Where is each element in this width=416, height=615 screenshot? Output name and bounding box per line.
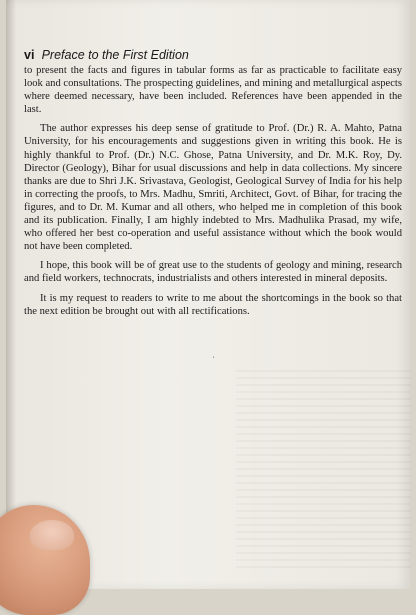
thumbnail-highlight — [30, 520, 74, 550]
show-through-text — [236, 370, 411, 570]
page-header — [24, 48, 189, 63]
preface-body — [24, 64, 402, 324]
stray-mark: ˌ — [212, 348, 215, 358]
book-page — [6, 0, 410, 589]
paragraph-3: I hope, this book will be of great use to the students of geology and mining, research and field workers, technocrats, industrialists and others interested in mineral deposits. — [24, 260, 402, 285]
running-title: Preface to the First Edition — [41, 48, 189, 62]
paragraph-1: to present the facts and figures in tabular forms as far as practicable to facilitate easy look and consultations. The prospecting guidelines, and mining and metallurgical aspects where deemed necessary, have been included. References have been appended in the last. — [24, 65, 402, 116]
paragraph-2: The author expresses his deep sense of gratitude to Prof. (Dr.) R. A. Mahto, Patna University, for his encouragements and suggestions given in writing this book. He is highly thankful to Prof. (Dr.) N.C. Ghose, Patna University, and Dr. M.K. Roy, Dy. Director (Geology), Bihar for usual discussions and help in data collections. My sincere thanks are due to Shri J.K. Srivastava, Geologist, Geological Survey of India for his help in correcting the proofs, to Mrs. Madhu, Smriti, Architect, Govt. of Bihar, for tracing the figures, and to Dr. M. Kumar and all others, who helped me in completion of this book and its publication. Finally, I am highly indebted to Mrs. Madhulika Prasad, my wife, who offered her best co-operation and useful assistance without which the book would not have been completed. — [24, 123, 402, 253]
paragraph-4: It is my request to readers to write to me about the shortcomings in the book so that the next edition be brought out with all rectifications. — [24, 292, 402, 317]
page-number: vi — [24, 48, 35, 62]
